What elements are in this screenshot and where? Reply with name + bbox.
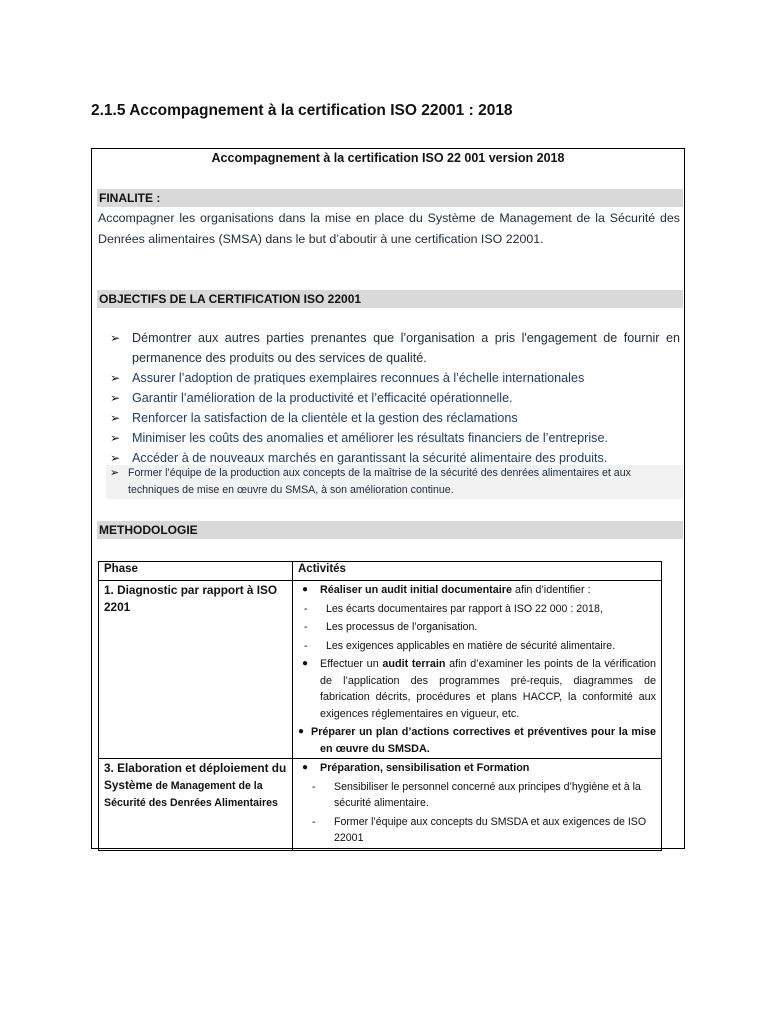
sub-list <box>298 779 656 847</box>
list-item <box>110 388 680 408</box>
table-row <box>99 581 662 759</box>
bullet-dot-icon: ● <box>302 584 309 595</box>
list-item <box>298 619 656 636</box>
sub-item-text: Sensibiliser le personnel concerné aux principes d’hygiène et à la sécurité alimentaire. <box>334 780 641 809</box>
arrow-bullet-icon: ➢ <box>110 431 121 445</box>
finalite-text: Accompagner les organisations dans la mise en place du Système de Management de la Sécurité des Denrées alimentaires (SMSA) dans le but d’aboutir à une certification ISO 22001. <box>98 211 680 246</box>
activity-list <box>298 582 656 599</box>
activity-bold: Préparer un plan d’actions correctives et préventives pour la mise en œuvre du SMSDA. <box>311 726 656 755</box>
objectif-text: Minimiser les coûts des anomalies et améliorer les résultats financiers de l’entreprise. <box>132 431 608 445</box>
activites-cell <box>293 581 662 759</box>
list-item <box>298 638 656 655</box>
phase-cell <box>104 760 287 812</box>
activity-bold: Réaliser un audit initial documentaire <box>320 584 512 596</box>
list-item <box>298 724 656 757</box>
list-item <box>110 408 680 428</box>
sub-list <box>298 601 656 655</box>
bullet-dot-icon: ● <box>302 658 309 669</box>
table-row <box>99 759 662 851</box>
dash-bullet-icon: - <box>304 639 308 652</box>
objectifs-list <box>110 328 680 468</box>
activity-bold: audit terrain <box>382 658 446 670</box>
arrow-bullet-icon: ➢ <box>110 467 120 479</box>
box-title: Accompagnement à la certification ISO 22 001 version 2018 <box>211 151 565 165</box>
bullet-dot-icon: ● <box>302 762 309 773</box>
objectif-text: Démontrer aux autres parties prenantes que l’organisation a pris l'engagement de fournir en permanence des produits ou des services de qualité. <box>132 331 680 365</box>
list-item <box>298 601 656 618</box>
activity-list <box>298 760 656 777</box>
list-item <box>110 428 680 448</box>
column-header-activites: Activités <box>293 562 662 581</box>
activity-list <box>298 656 656 757</box>
objectif-text: Garantir l’amélioration de la productivité et l’efficacité opérationnelle. <box>132 391 513 405</box>
objectifs-heading: OBJECTIFS DE LA CERTIFICATION ISO 22001 <box>97 290 683 308</box>
phase-cell: 1. Diagnostic par rapport à ISO 2201 <box>104 583 278 614</box>
phase-text-small: de Management de la Sécurité des Denrées Alimentaires <box>104 780 278 809</box>
phase-text-large: 3. Elaboration et déploiement du Système <box>104 761 287 792</box>
sub-item-text: Les écarts documentaires par rapport à ISO 22 000 : 2018, <box>326 602 603 615</box>
dash-bullet-icon: - <box>312 815 316 828</box>
section-title: 2.1.5 Accompagnement à la certification ISO 22001 : 2018 <box>91 102 513 119</box>
table-header-row <box>99 562 662 581</box>
dash-bullet-icon: - <box>304 602 308 615</box>
list-item <box>298 582 656 599</box>
bullet-dot-icon: ● <box>298 726 305 737</box>
activity-text: afin d’examiner les points de la vérification de l’application des programmes pré-requis, diagrammes de fabrication décrits, procédures et plans HACCP, la conformité aux exigences réglementaires en vigueur, etc. <box>320 658 656 720</box>
list-item <box>298 779 656 812</box>
list-item <box>298 760 656 777</box>
column-header-phase: Phase <box>99 562 293 581</box>
arrow-bullet-icon: ➢ <box>110 331 121 345</box>
sub-item-text: Les exigences applicables en matière de sécurité alimentaire. <box>326 639 616 652</box>
finalite-heading: FINALITE : <box>97 189 683 207</box>
methodologie-heading: METHODOLOGIE <box>97 521 683 539</box>
activity-bold: Préparation, sensibilisation et Formation <box>320 762 530 774</box>
objectif-last-item <box>106 465 683 499</box>
objectif-text: Renforcer la satisfaction de la clientèle et la gestion des réclamations <box>132 411 518 425</box>
list-item <box>110 368 680 388</box>
arrow-bullet-icon: ➢ <box>110 371 121 385</box>
list-item <box>110 328 680 368</box>
sub-item-text: Les processus de l’organisation. <box>326 621 478 633</box>
sub-item-text: Former l’équipe aux concepts du SMSDA et aux exigences de ISO 22001 <box>334 815 647 844</box>
methodologie-table <box>98 561 662 851</box>
arrow-bullet-icon: ➢ <box>110 411 121 425</box>
arrow-bullet-icon: ➢ <box>110 391 121 405</box>
service-box <box>91 148 685 849</box>
list-item <box>298 814 656 847</box>
list-item <box>298 656 656 722</box>
objectif-text: Former l’équipe de la production aux concepts de la maîtrise de la sécurité des denrées alimentaires et aux techniques de mise en œuvre du SMSA, à son amélioration continue. <box>128 467 631 496</box>
objectif-text: Assurer l’adoption de pratiques exemplaires reconnues à l’échelle internationales <box>132 371 585 385</box>
activites-cell <box>293 759 662 851</box>
dash-bullet-icon: - <box>312 780 316 793</box>
activity-text: Effectuer un <box>320 658 383 670</box>
objectif-text: Accéder à de nouveaux marchés en garantissant la sécurité alimentaire des produits. <box>132 451 608 465</box>
dash-bullet-icon: - <box>304 621 308 633</box>
activity-text: afin d’identifier : <box>512 584 591 596</box>
arrow-bullet-icon: ➢ <box>110 451 121 465</box>
